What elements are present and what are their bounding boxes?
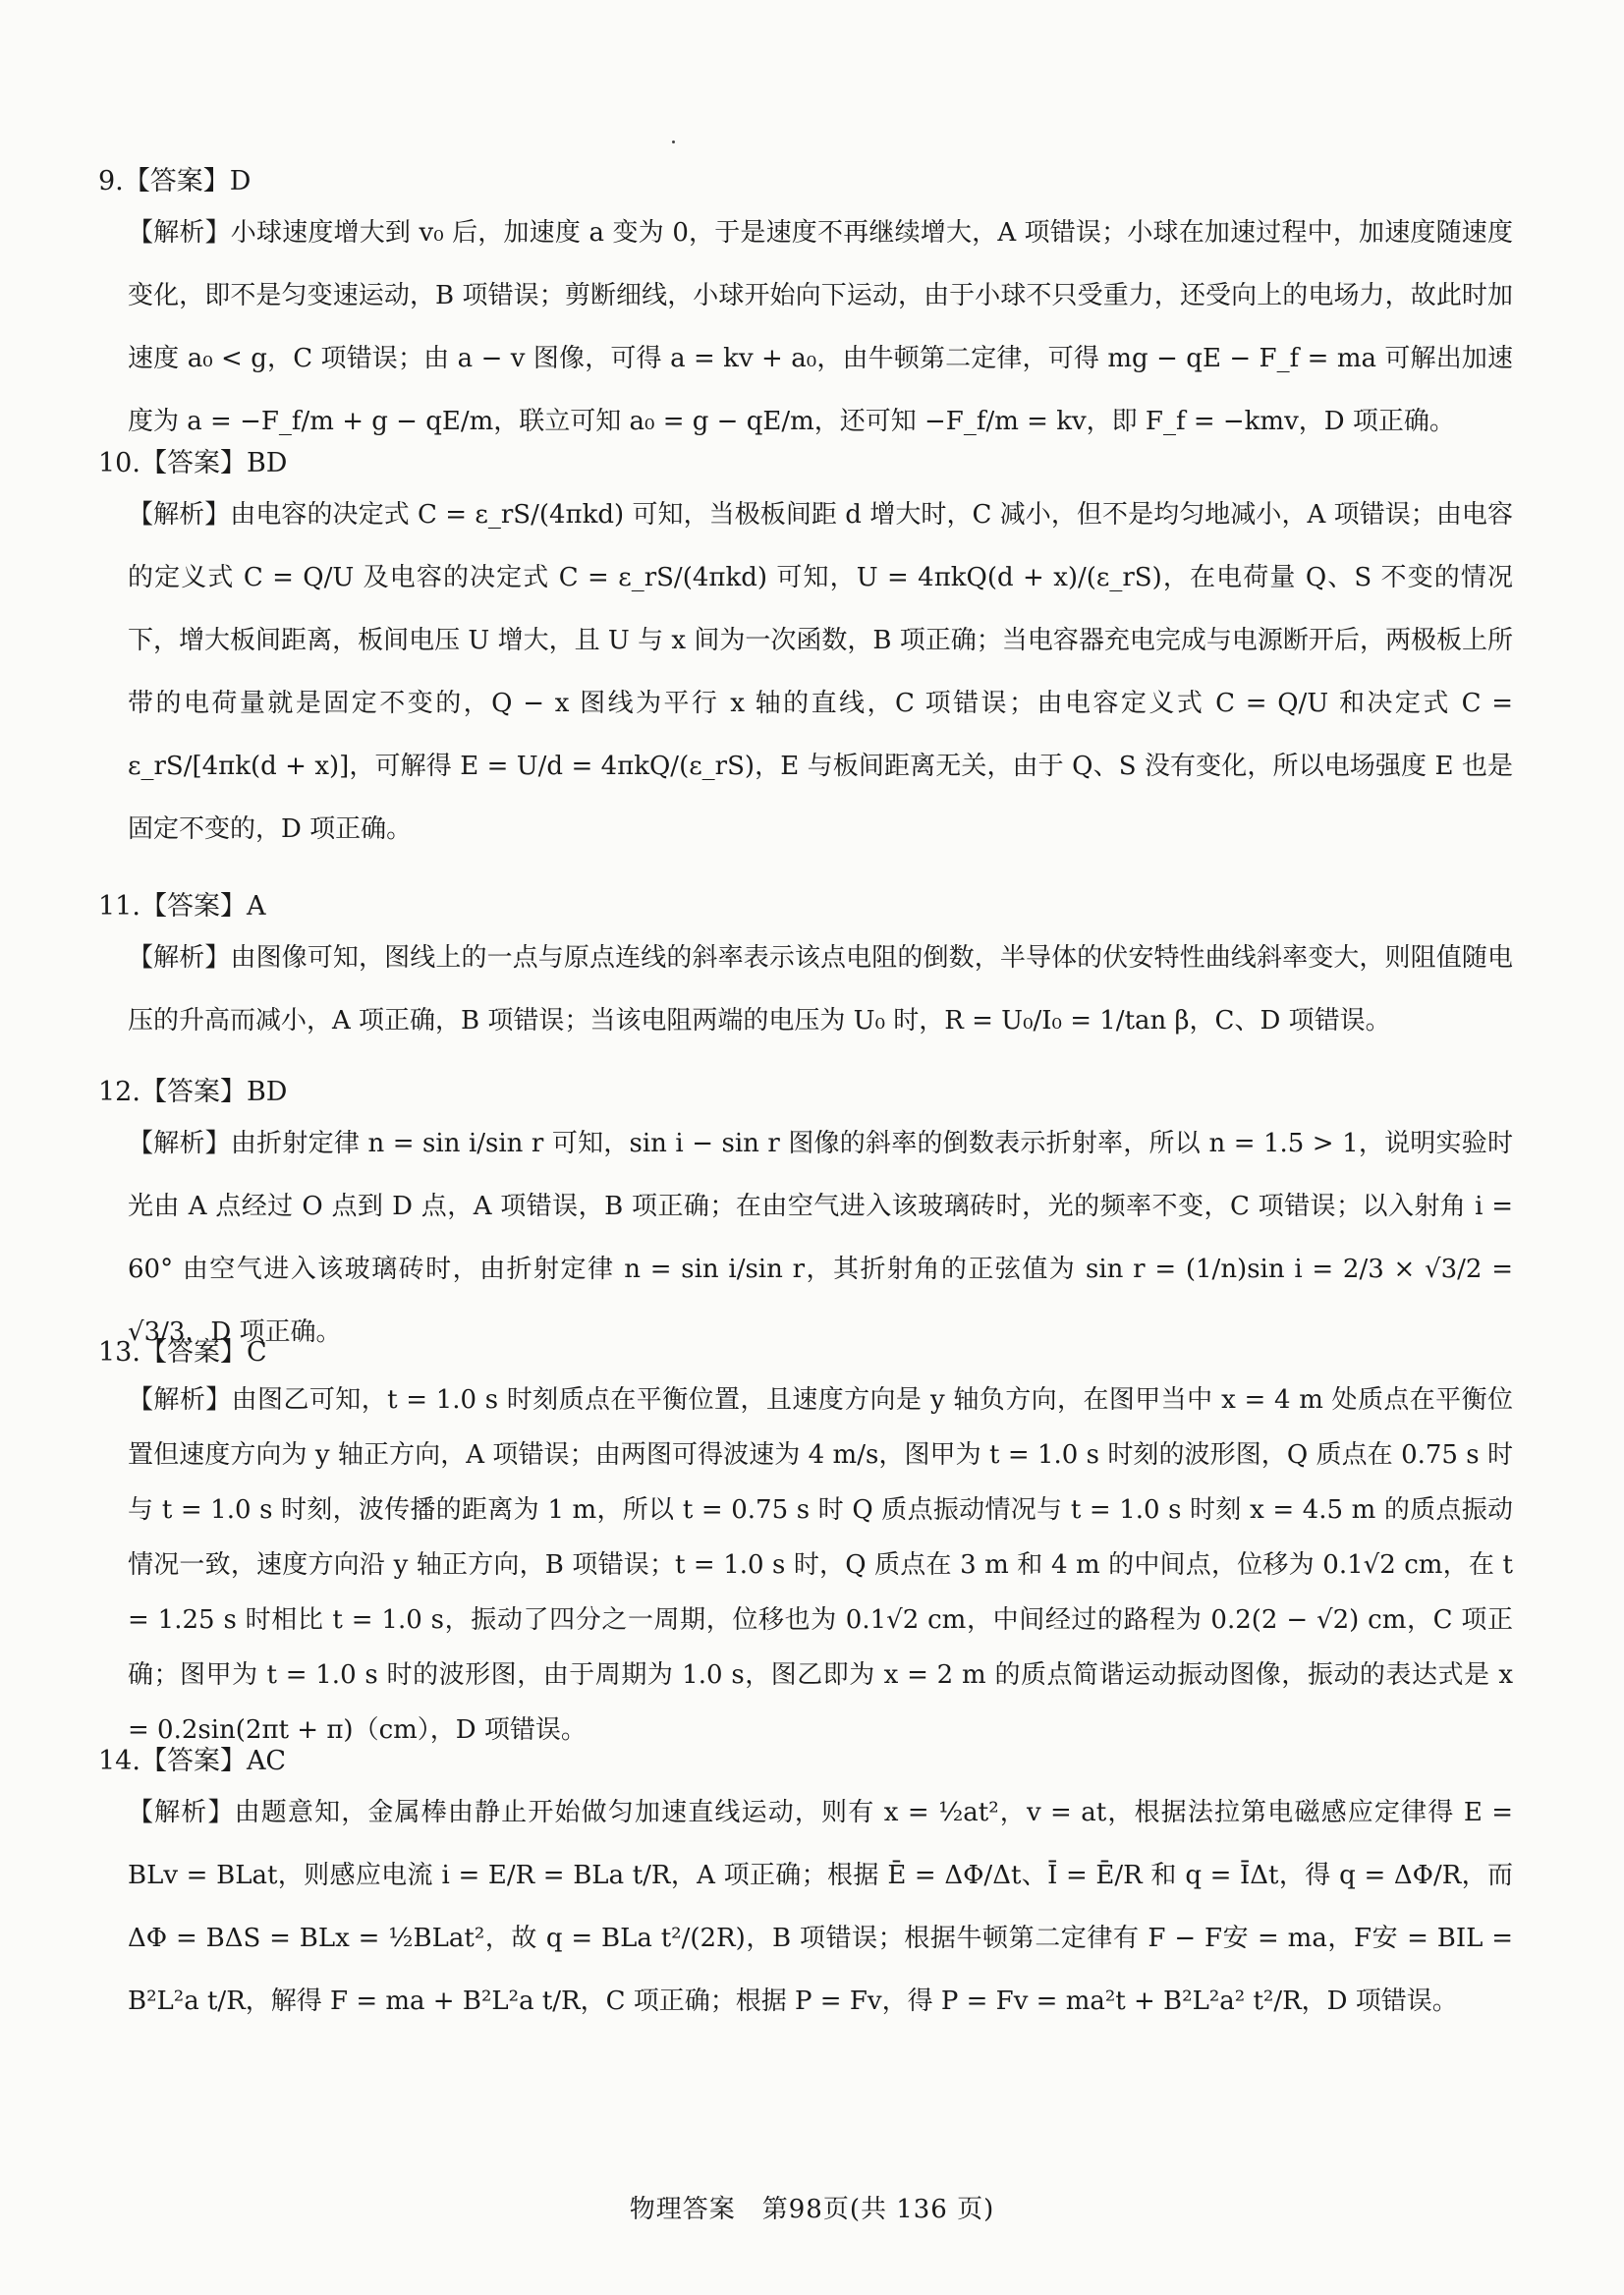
- analysis-10: 【解析】由电容的决定式 C = ε_rS/(4πkd) 可知，当极板间距 d 增大时，C 减小，但不是均匀地减小，A 项错误；由电容的定义式 C = Q/U 及电容的决定式 C = ε_rS/(4πkd) 可知，U = 4πkQ(d + x)/(ε_rS)，在电荷量 Q、S 不变的情况下，增大板间距离，板间电压 U 增大，且 U 与 x 间为一次函数，B 项正确；当电容器充电完成与电源断开后，两极板上所带的电荷量就是固定不变的，Q − x 图线为平行 x 轴的直线，C 项错误；由电容定义式 C = Q/U 和决定式 C = ε_rS/[4πk(d + x)]，可解得 E = U/d = 4πkQ/(ε_rS)，E 与板间距离无关，由于 Q、S 没有变化，所以电场强度 E 也是固定不变的，D 项正确。: [128, 500, 1513, 844]
- analysis-14: 【解析】由题意知，金属棒由静止开始做匀加速直线运动，则有 x = ½at²，v = at，根据法拉第电磁感应定律得 E = BLv = BLat，则感应电流 i = E/R = BLa t/R，A 项正确；根据 Ē = ΔΦ/Δt、Ī = Ē/R 和 q = ĪΔt，得 q = ΔΦ/R，而 ΔΦ = BΔS = BLx = ½BLat²，故 q = BLa t²/(2R)，B 项错误；根据牛顿第二定律有 F − F安 = ma，F安 = BIL = B²L²a t/R，解得 F = ma + B²L²a t/R，C 项正确；根据 P = Fv，得 P = Fv = ma²t + B²L²a² t²/R，D 项错误。: [128, 1798, 1513, 2016]
- answer-9: 9.【答案】D: [98, 166, 252, 196]
- question-13: [98, 1333, 1513, 1758]
- answer-14: 14.【答案】AC: [98, 1746, 287, 1776]
- question-14: [98, 1742, 1513, 2033]
- analysis-11: 【解析】由图像可知，图线上的一点与原点连线的斜率表示该点电阻的倒数，半导体的伏安特性曲线斜率变大，则阻值随电压的升高而减小，A 项正确，B 项错误；当该电阻两端的电压为 U₀ 时，R = U₀/I₀ = 1/tan β，C、D 项错误。: [128, 943, 1513, 1036]
- question-11: [98, 887, 1513, 1052]
- analysis-13: 【解析】由图乙可知，t = 1.0 s 时刻质点在平衡位置，且速度方向是 y 轴负方向，在图甲当中 x = 4 m 处质点在平衡位置但速度方向为 y 轴正方向，A 项错误；由两图可得波速为 4 m/s，图甲为 t = 1.0 s 时刻的波形图，Q 质点在 0.75 s 时与 t = 1.0 s 时刻，波传播的距离为 1 m，所以 t = 0.75 s 时 Q 质点振动情况与 t = 1.0 s 时刻 x = 4.5 m 的质点振动情况一致，速度方向沿 y 轴正方向，B 项错误；t = 1.0 s 时，Q 质点在 3 m 和 4 m 的中间点，位移为 0.1√2 cm，在 t = 1.25 s 时相比 t = 1.0 s，振动了四分之一周期，位移也为 0.1√2 cm，中间经过的路程为 0.2(2 − √2) cm，C 项正确；图甲为 t = 1.0 s 时的波形图，由于周期为 1.0 s，图乙即为 x = 2 m 的质点简谐运动振动图像，振动的表达式是 x = 0.2sin(2πt + π)（cm），D 项错误。: [128, 1385, 1513, 1745]
- answer-11: 11.【答案】A: [98, 891, 266, 922]
- answer-13: 13.【答案】C: [98, 1337, 267, 1368]
- analysis-9: 【解析】小球速度增大到 v₀ 后，加速度 a 变为 0，于是速度不再继续增大，A 项错误；小球在加速过程中，加速度随速度变化，即不是匀变速运动，B 项错误；剪断细线，小球开始向下运动，由于小球不只受重力，还受向上的电场力，故此时加速度 a₀ < g，C 项错误；由 a − v 图像，可得 a = kv + a₀，由牛顿第二定律，可得 mg − qE − F_f = ma 可解出加速度为 a = −F_f/m + g − qE/m，联立可知 a₀ = g − qE/m，还可知 −F_f/m = kv，即 F_f = −kmv，D 项正确。: [128, 218, 1513, 436]
- page-footer: 物理答案 第98页(共 136 页): [629, 2195, 995, 2224]
- question-12: [98, 1073, 1513, 1364]
- question-10: [98, 444, 1513, 861]
- answer-12: 12.【答案】BD: [98, 1077, 288, 1107]
- scan-speck: [672, 140, 675, 143]
- analysis-12: 【解析】由折射定律 n = sin i/sin r 可知，sin i − sin r 图像的斜率的倒数表示折射率，所以 n = 1.5 > 1，说明实验时光由 A 点经过 O 点到 D 点，A 项错误，B 项正确；在由空气进入该玻璃砖时，光的频率不变，C 项错误；以入射角 i = 60° 由空气进入该玻璃砖时，由折射定律 n = sin i/sin r，其折射角的正弦值为 sin r = (1/n)sin i = 2/3 × √3/2 = √3/3，D 项正确。: [128, 1129, 1513, 1347]
- answer-10: 10.【答案】BD: [98, 448, 288, 478]
- question-9: [98, 162, 1513, 453]
